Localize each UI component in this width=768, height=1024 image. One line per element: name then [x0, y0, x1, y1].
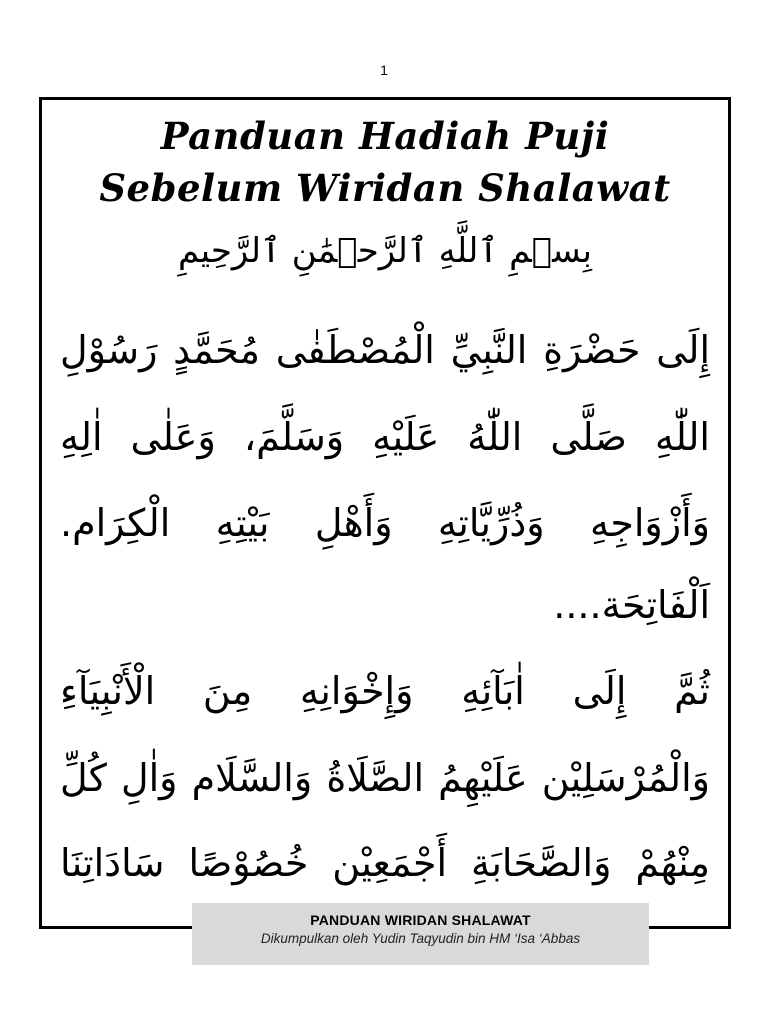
arabic-line-6: وَالْمُرْسَلِيْن عَلَيْهِمُ الصَّلَاةُ وَالسَّلَام وَاٰلِ كُلِّ — [60, 756, 710, 800]
content-frame — [39, 97, 731, 929]
arabic-line-4: اَلْفَاتِحَة.... — [553, 583, 710, 627]
arabic-line-1: إِلَى حَضْرَةِ النَّبِيِّ الْمُصْطَفٰى مُحَمَّدٍ رَسُوْلِ — [60, 328, 710, 372]
arabic-line-2: اللّٰهِ صَلَّى اللّٰهُ عَلَيْهِ وَسَلَّمَ، وَعَلٰى اٰلِهِ — [60, 415, 710, 459]
basmala: بِسۡمِ ٱللَّهِ ٱلرَّحۡمَٰنِ ٱلرَّحِيمِ — [178, 231, 592, 271]
title-line-1: Panduan Hadiah Puji — [160, 114, 610, 158]
arabic-line-3: وَأَزْوَاجِهِ وَذُرِّيَّاتِهِ وَأَهْلِ بَيْتِهِ الْكِرَام. — [60, 501, 710, 545]
arabic-line-5: ثُمَّ إِلَى اٰبَآئِهِ وَإِخْوَانِهِ مِنَ الْأَنْبِيَآءِ — [60, 669, 710, 713]
footer-title: PANDUAN WIRIDAN SHALAWAT — [310, 912, 531, 928]
page-number: 1 — [380, 62, 388, 78]
arabic-line-7: مِنْهُمْ وَالصَّحَابَةِ أَجْمَعِيْن خُصُوْصًا سَادَاتِنَا — [60, 841, 710, 885]
title-line-2: Sebelum Wiridan Shalawat — [99, 166, 671, 210]
footer-banner — [192, 903, 649, 965]
footer-subtitle: Dikumpulkan oleh Yudin Taqyudin bin HM ‘Isa ‘Abbas — [260, 931, 581, 946]
